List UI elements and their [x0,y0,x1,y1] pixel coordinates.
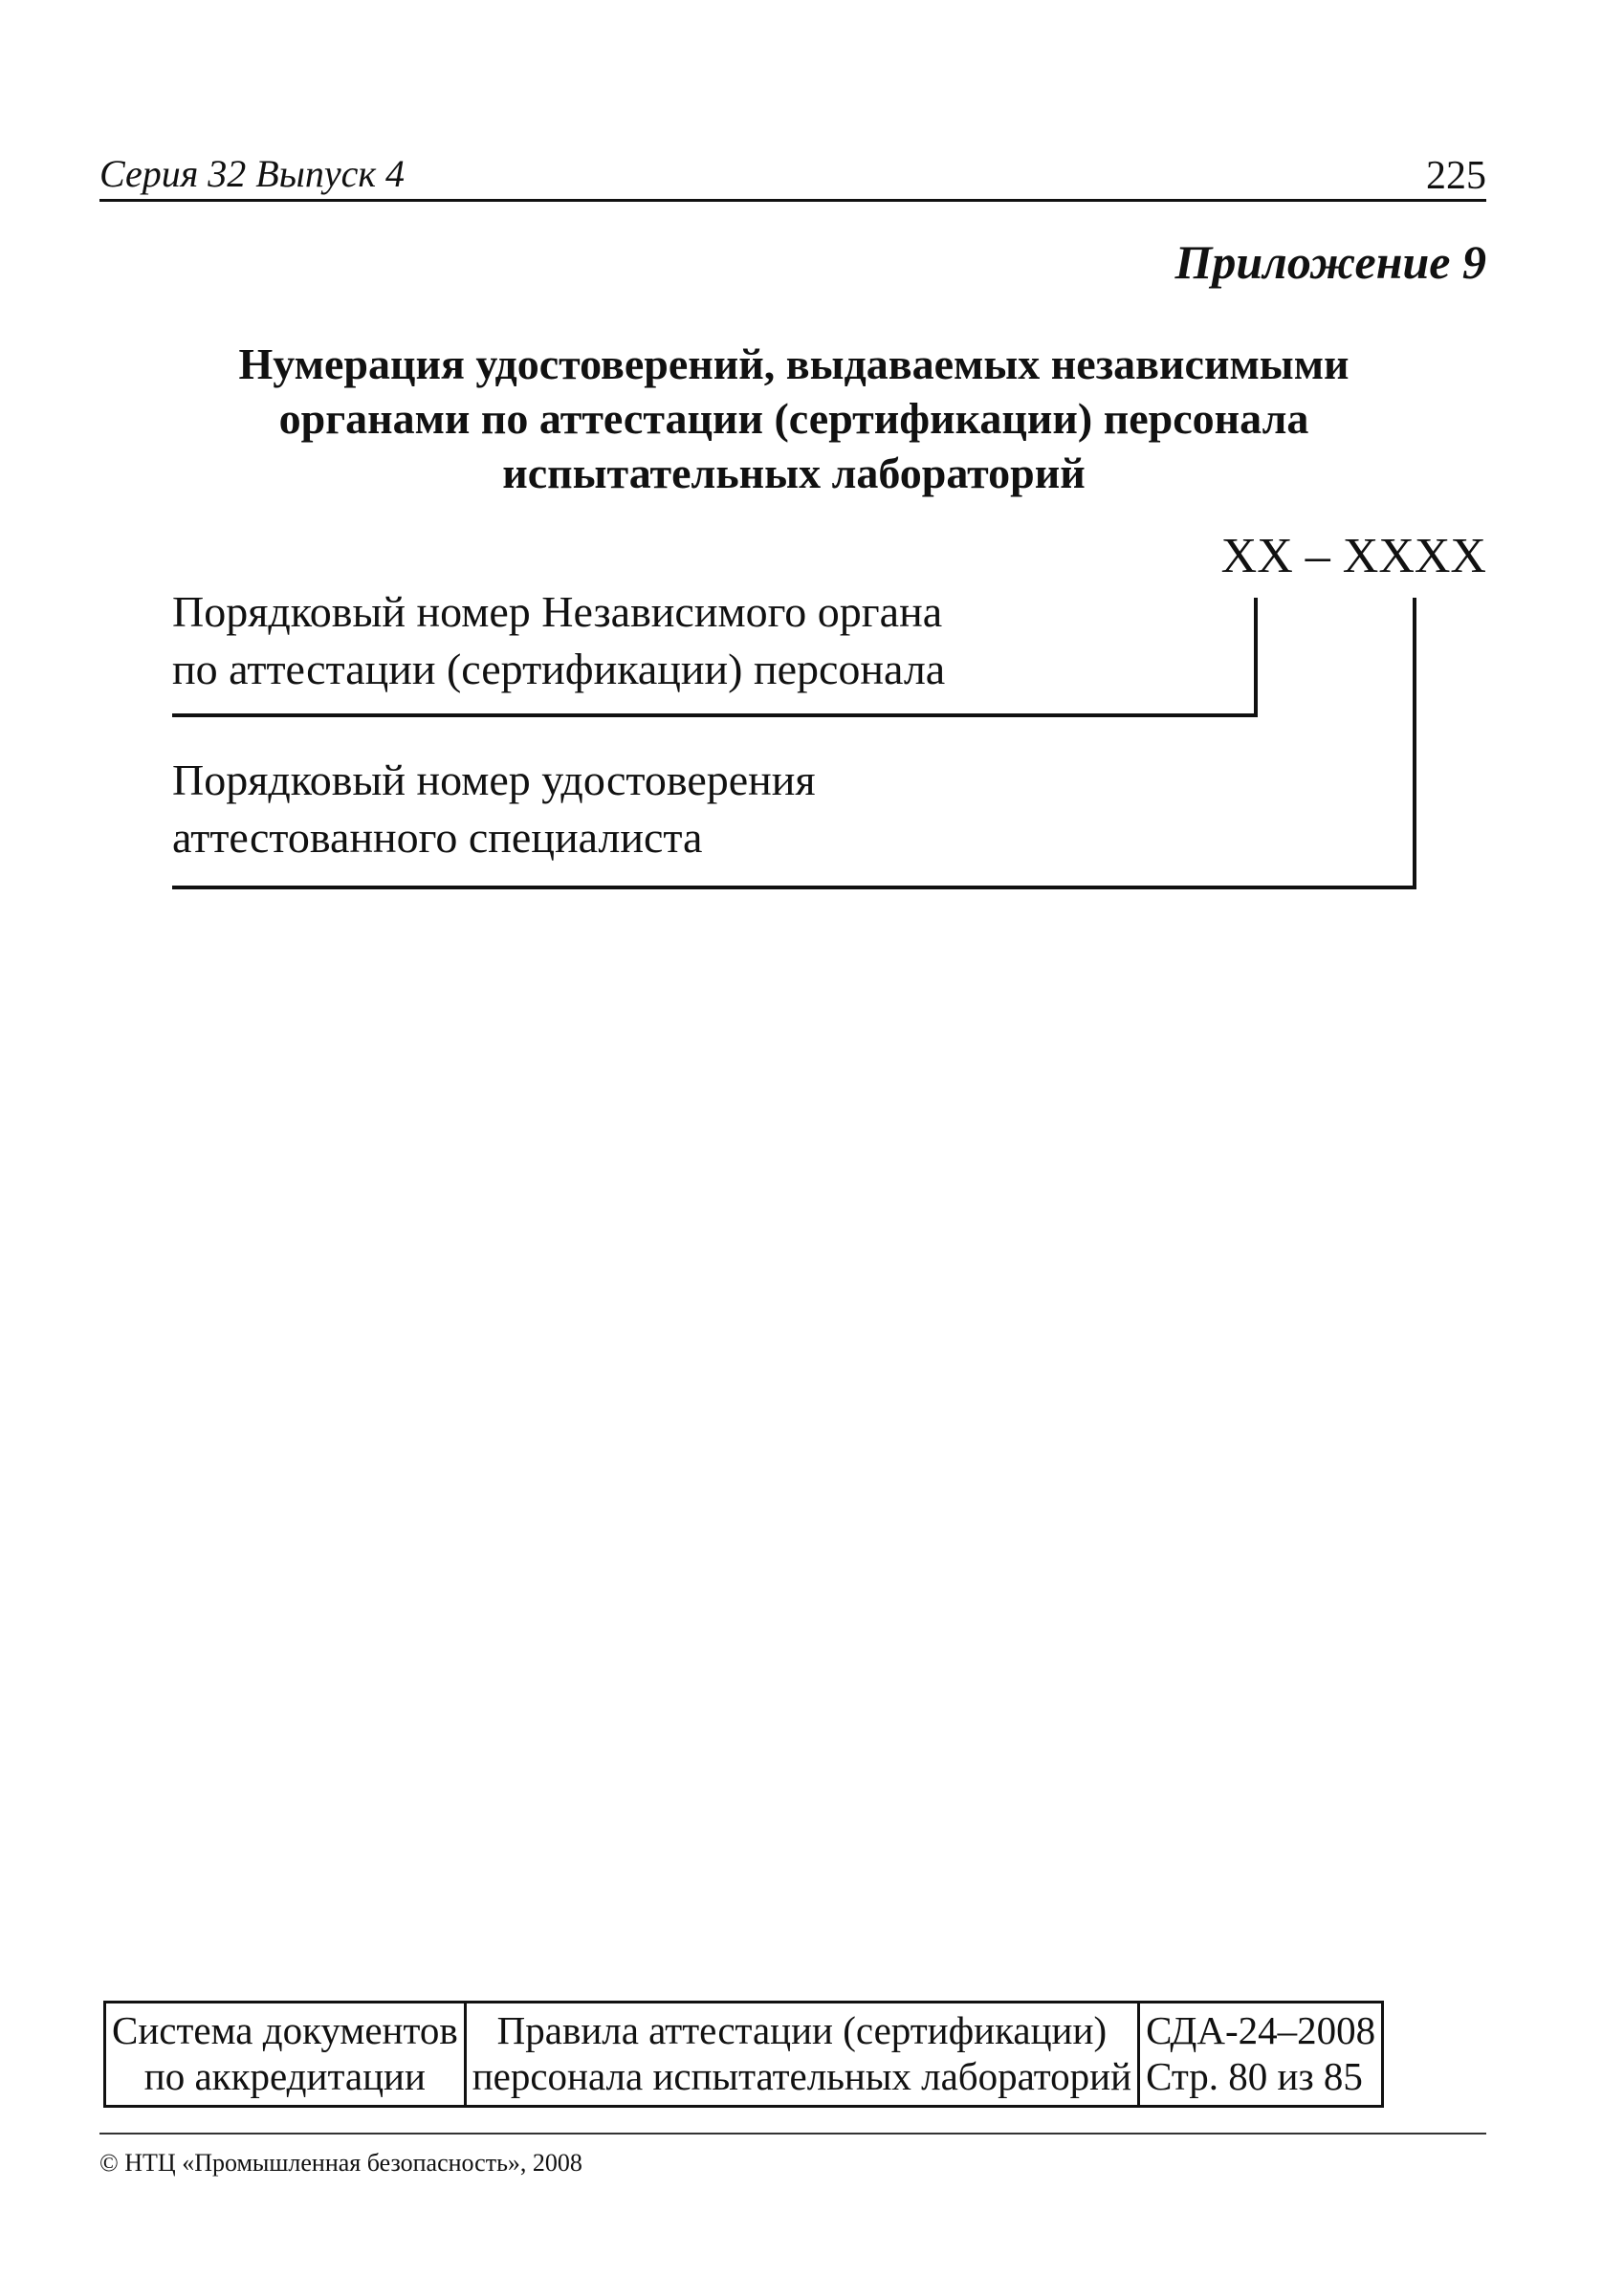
description-body-number-line-2: по аттестации (сертификации) персонала [172,645,946,693]
title-line-1: Нумерация удостоверений, выдаваемых независимыми [238,339,1350,388]
series-header: Серия 32 Выпуск 4 [99,152,406,195]
connector-horizontal-2 [172,886,1416,889]
description-certificate-number [172,752,816,866]
header-divider [99,199,1486,202]
footer-system-line-1: Система документов [112,2008,458,2052]
title-line-3: испытательных лабораторий [502,449,1086,497]
description-certificate-number-line-1: Порядковый номер удостоверения [172,755,816,804]
footer-divider [99,2133,1486,2135]
description-body-number [172,583,945,698]
footer-rules-line-1: Правила аттестации (сертификации) [496,2008,1108,2052]
footer-doc-cell [1139,2003,1383,2107]
description-certificate-number-line-2: аттестованного специалиста [172,813,703,862]
appendix-label: Приложение 9 [1174,235,1486,289]
footer-rules-line-2: персонала испытательных лабораторий [472,2054,1132,2098]
footer-stamp-table [103,2001,1384,2108]
footer-system-cell [105,2003,466,2107]
document-title [134,337,1454,500]
connector-vertical-2 [1413,598,1416,889]
footer-doc-code: СДА-24–2008 [1146,2008,1376,2052]
footer-page-count: Стр. 80 из 85 [1146,2054,1363,2098]
description-body-number-line-1: Порядковый номер Независимого органа [172,587,943,636]
footer-rules-cell [465,2003,1138,2107]
title-line-2: органами по аттестации (сертификации) персонала [278,394,1309,443]
footer-system-line-2: по аккредитации [143,2054,426,2098]
connector-horizontal-1 [172,713,1258,717]
connector-vertical-1 [1254,598,1258,717]
copyright-notice: © НТЦ «Промышленная безопасность», 2008 [99,2149,582,2177]
page-number: 225 [1426,154,1486,198]
certificate-number-format: XX – XXXX [1220,529,1486,583]
